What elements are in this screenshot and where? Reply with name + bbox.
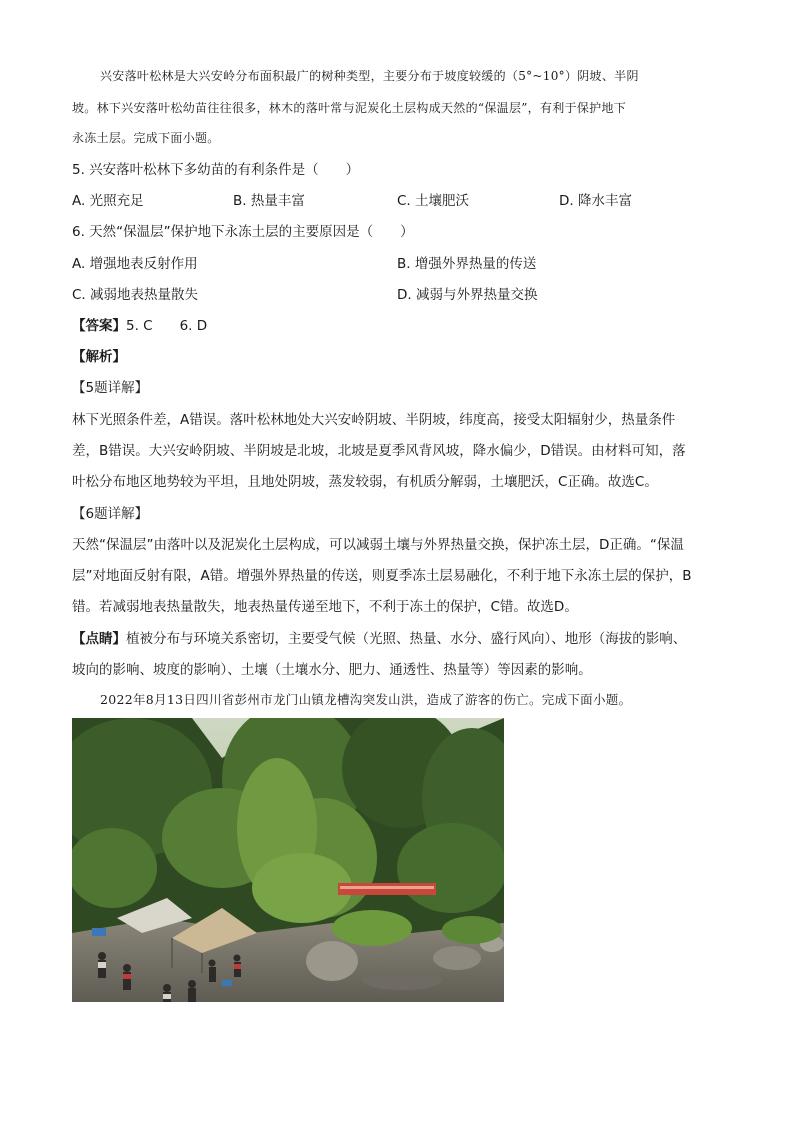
question-6-stem: 6. 天然“保温层”保护地下永冻土层的主要原因是（ ）: [72, 224, 414, 240]
q5-detail-line-3: 叶松分布地区地势较为平坦，且地处阴坡，蒸发较弱，有机质分解弱，土壤肥沃，C正确。故选C。: [72, 474, 658, 490]
tip-label: 【点睛】: [72, 631, 126, 647]
material-line-2: 坡。林下兴安落叶松幼苗往往很多，林木的落叶常与泥炭化土层构成天然的“保温层”，有利于保护地下: [72, 101, 627, 115]
material-line-3: 永冻土层。完成下面小题。: [72, 131, 220, 145]
q5-option-b: B. 热量丰富: [233, 193, 305, 209]
q6-detail-heading: 【6题详解】: [72, 506, 149, 522]
answer-label: 【答案】: [72, 318, 126, 334]
analysis-label: 【解析】: [72, 349, 126, 365]
q5-detail-line-2: 差，B错误。大兴安岭阴坡、半阴坡是北坡，北坡是夏季风背风坡，降水偏少，D错误。由材料可知，落: [72, 443, 686, 459]
q6-detail-line-2: 层”对地面反射有限，A错。增强外界热量的传送，则夏季冻土层易融化，不利于地下永冻土层的保护，B: [72, 568, 692, 584]
answer-text: 5. C 6. D: [126, 318, 208, 334]
tip-line-1: 植被分布与环境关系密切，主要受气候（光照、热量、水分、盛行风向）、地形（海拔的影响、: [126, 631, 687, 647]
q6-option-d: D. 减弱与外界热量交换: [397, 287, 538, 303]
q5-option-a: A. 光照充足: [72, 193, 144, 209]
q6-option-a: A. 增强地表反射作用: [72, 256, 198, 272]
answer-row: [72, 316, 207, 336]
q5-detail-line-1: 林下光照条件差，A错误。落叶松林地处大兴安岭阴坡、半阴坡，纬度高，接受太阳辐射少，热量条件: [72, 412, 676, 428]
q6-detail-line-3: 错。若减弱地表热量散失，地表热量传递至地下，不利于冻土的保护，C错。故选D。: [72, 599, 578, 615]
q6-option-b: B. 增强外界热量的传送: [397, 256, 537, 272]
q5-detail-heading: 【5题详解】: [72, 380, 149, 396]
material-line-1: 兴安落叶松林是大兴安岭分布面积最广的树种类型，主要分布于坡度较缓的（5°~10°）阴坡、半阴: [100, 69, 639, 83]
flood-scene-photo: [72, 718, 504, 1002]
q5-option-c: C. 土壤肥沃: [397, 193, 470, 209]
q6-option-c: C. 减弱地表热量散失: [72, 287, 199, 303]
q6-detail-line-1: 天然“保温层”由落叶以及泥炭化土层构成，可以减弱土壤与外界热量交换，保护冻土层，D正确。“保温: [72, 537, 684, 553]
tip-line-2: 坡向的影响、坡度的影响）、土壤（土壤水分、肥力、通透性、热量等）等因素的影响。: [72, 662, 592, 678]
q5-option-d: D. 降水丰富: [559, 193, 632, 209]
material-2-line: 2022年8月13日四川省彭州市龙门山镇龙槽沟突发山洪，造成了游客的伤亡。完成下面小题。: [100, 692, 632, 707]
tip-row: [72, 629, 686, 649]
question-5-stem: 5. 兴安落叶松林下多幼苗的有利条件是（ ）: [72, 162, 360, 178]
